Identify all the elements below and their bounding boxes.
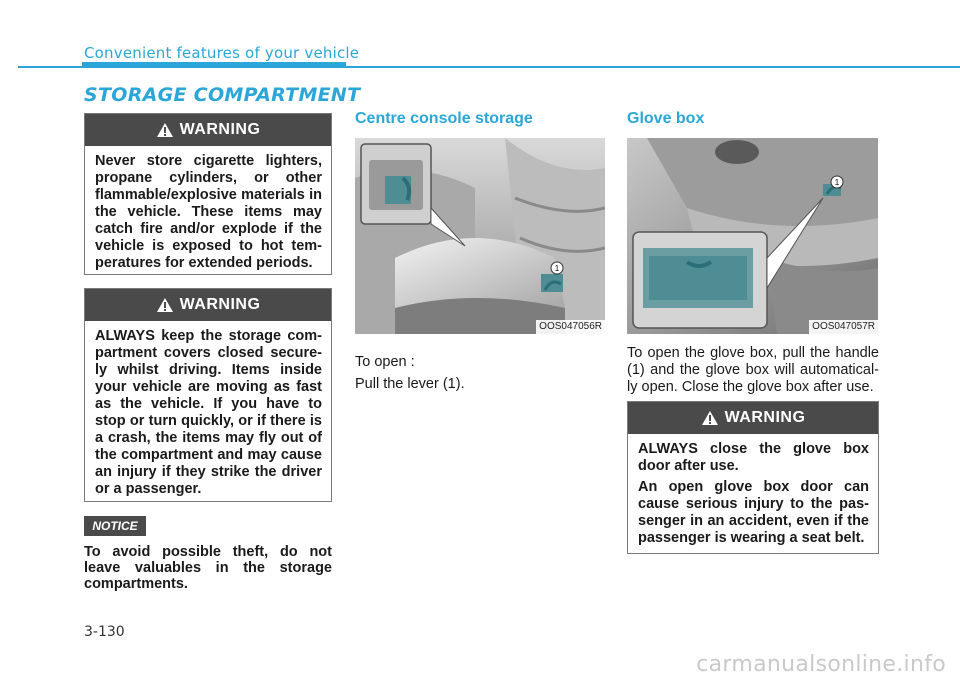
callout-number: 1 bbox=[834, 178, 840, 187]
instruction-line: Pull the lever (1). bbox=[355, 376, 465, 392]
image-code: OOS047056R bbox=[536, 320, 605, 334]
warning-box-lighters bbox=[84, 113, 332, 275]
glove-box-illustration bbox=[627, 138, 878, 334]
warning-triangle-icon bbox=[156, 122, 174, 138]
notice-text: To avoid possible theft, do not leave valuables in the storage compartments. bbox=[84, 544, 332, 592]
warning-text bbox=[85, 321, 331, 510]
warning-text bbox=[628, 434, 878, 559]
centre-console-photo bbox=[355, 138, 605, 334]
glove-box-photo bbox=[627, 138, 878, 334]
centre-console-title: Centre console storage bbox=[355, 110, 533, 127]
glove-box-title: Glove box bbox=[627, 110, 705, 127]
page-number: 3-130 bbox=[84, 624, 125, 640]
warning-header bbox=[85, 289, 331, 321]
warning-paragraph: ALWAYS close the glove box door after use. bbox=[638, 441, 869, 474]
centre-console-illustration bbox=[355, 138, 605, 334]
warning-box-covers bbox=[84, 288, 332, 502]
warning-paragraph: An open glove box door can cause serious injury to the pas-senger in an accident, even if the passenger is wearing a seat belt. bbox=[638, 479, 869, 546]
watermark: carmanualsonline.info bbox=[696, 652, 946, 677]
warning-header bbox=[85, 114, 331, 146]
warning-label: WARNING bbox=[724, 409, 806, 426]
instruction-line: To open : bbox=[355, 354, 415, 370]
glove-box-instructions: To open the glove box, pull the handle (1) and the glove box will automatical-ly open. Close the glove box after use. bbox=[627, 345, 879, 395]
warning-triangle-icon bbox=[156, 297, 174, 313]
chapter-title: Convenient features of your vehicle bbox=[84, 44, 360, 62]
warning-box-glove-box bbox=[627, 401, 879, 554]
warning-label: WARNING bbox=[179, 121, 261, 138]
warning-triangle-icon bbox=[701, 410, 719, 426]
warning-paragraph: Never store cigarette lighters, propane cylinders, or other flammable/explosive materials in the vehicle. These items may catch fire and/or explode if the vehicle is exposed to hot tem-peratures for extended periods. bbox=[95, 153, 322, 271]
notice-badge: NOTICE bbox=[84, 516, 146, 536]
section-title: STORAGE COMPARTMENT bbox=[84, 84, 361, 106]
warning-label: WARNING bbox=[179, 296, 261, 313]
warning-text bbox=[85, 146, 331, 284]
header-tab-bar bbox=[82, 62, 346, 68]
callout-number: 1 bbox=[554, 264, 560, 273]
warning-header bbox=[628, 402, 878, 434]
warning-paragraph: ALWAYS keep the storage com-partment covers closed secure-ly whilst driving. Items inside your vehicle are moving as fast as the vehicle. If you have to stop or turn quickly, or if there is a crash, the items may fly out of the compartment and may cause an injury if they strike the driver or a passenger. bbox=[95, 328, 322, 497]
image-code: OOS047057R bbox=[809, 320, 878, 334]
